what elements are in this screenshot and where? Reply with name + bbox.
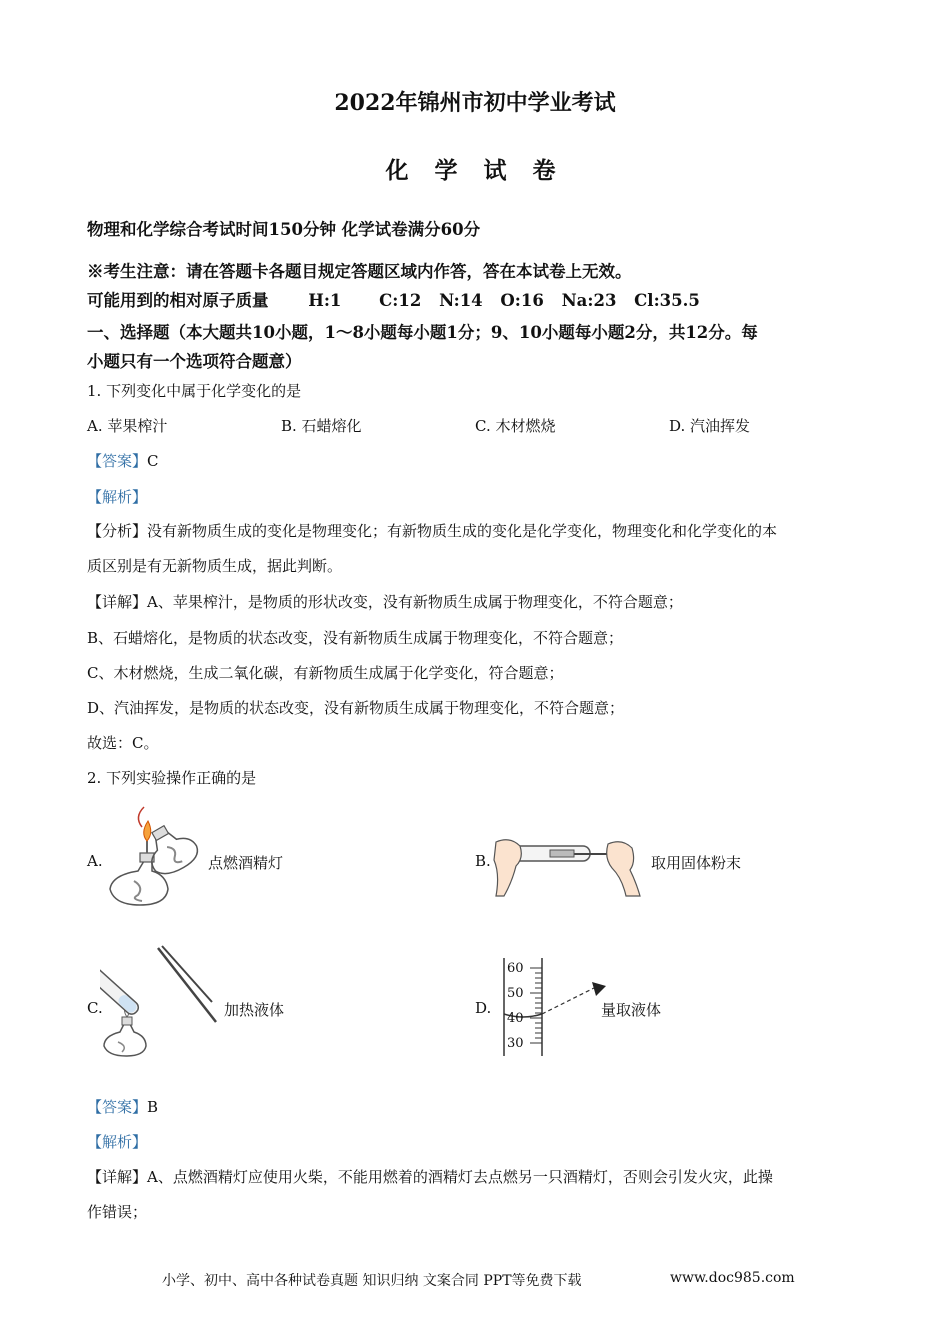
q1-option-b: B. 石蜡熔化 <box>281 417 362 435</box>
section-heading-line2: 小题只有一个选项符合题意） <box>87 352 302 371</box>
footer-url[interactable]: www.doc985.com <box>670 1270 795 1286</box>
atomic-mass-na: Na:23 <box>561 291 617 310</box>
q2-option-a-letter: A. <box>87 852 103 870</box>
q2-detail-a-text1: A、点燃酒精灯应使用火柴，不能用燃着的酒精灯去点燃另一只酒精灯，否则会引发火灾，此操 <box>147 1168 773 1186</box>
footer-text: 小学、初中、高中各种试卷真题 知识归纳 文案合同 PPT等免费下载 <box>162 1273 582 1289</box>
cylinder-tick-60: 60 <box>507 961 524 976</box>
exam-notice: ※考生注意：请在答题卡各题目规定答题区域内作答，答在本试卷上无效。 <box>87 262 632 281</box>
q2-detail-a-line2: 作错误； <box>87 1203 148 1221</box>
q1-answer: C <box>147 452 159 470</box>
q1-conclusion: 故选：C。 <box>87 734 159 752</box>
q2-answer-line <box>87 1096 158 1117</box>
atomic-masses-line <box>87 287 700 311</box>
q2-analysis-tag: 【解析】 <box>87 1133 148 1151</box>
q2-detail-tag: 【详解】 <box>87 1168 148 1186</box>
q2-option-b-letter: B. <box>475 852 491 870</box>
atomic-mass-cl: Cl:35.5 <box>634 291 700 310</box>
q1-analysis-tag: 【解析】 <box>87 488 148 506</box>
q2-answer-tag: 【答案】 <box>87 1098 148 1116</box>
q2-option-a-caption: 点燃酒精灯 <box>208 854 284 872</box>
atomic-mass-o: O:16 <box>500 291 544 310</box>
alcohol-lamp-lighting-figure <box>104 803 204 911</box>
q1-detail-d: D、汽油挥发，是物质的状态改变，没有新物质生成属于物理变化，不符合题意； <box>87 699 625 717</box>
q2-option-d-letter: D. <box>475 999 492 1017</box>
q2-detail-a-line1 <box>87 1166 773 1187</box>
q1-detail-b: B、石蜡熔化，是物质的状态改变，没有新物质生成属于物理变化，不符合题意； <box>87 629 624 647</box>
q2-option-d-caption: 量取液体 <box>601 1001 662 1019</box>
q1-fenxi-line1 <box>87 520 777 541</box>
q1-fenxi-text1: 没有新物质生成的变化是物理变化；有新物质生成的变化是化学变化，物理变化和化学变化的本 <box>147 522 778 540</box>
q1-answer-tag: 【答案】 <box>87 452 148 470</box>
q1-answer-line <box>87 450 159 471</box>
atomic-masses-label: 可能用到的相对原子质量 <box>87 291 269 310</box>
test-tube-powder-figure <box>490 812 646 900</box>
q1-fenxi-line2: 质区别是有无新物质生成，据此判断。 <box>87 557 343 575</box>
q2-option-b-caption: 取用固体粉末 <box>651 854 742 872</box>
q1-detail-a-text: A、苹果榨汁，是物质的形状改变，没有新物质生成属于物理变化，不符合题意； <box>147 593 683 611</box>
cylinder-tick-50: 50 <box>507 986 524 1001</box>
section-heading-line1: 一、选择题（本大题共10小题，1～8小题每小题1分；9、10小题每小题2分，共12分。每 <box>87 323 758 342</box>
q1-option-a: A. 苹果榨汁 <box>87 417 168 435</box>
atomic-mass-h: H:1 <box>308 291 342 310</box>
q1-detail-a <box>87 591 683 612</box>
q1-option-d: D. 汽油挥发 <box>669 417 751 435</box>
atomic-mass-c: C:12 <box>379 291 422 310</box>
q2-answer: B <box>147 1098 159 1116</box>
heating-liquid-figure <box>100 944 220 1058</box>
cylinder-tick-30: 30 <box>507 1036 524 1051</box>
q1-stem: 1. 下列变化中属于化学变化的是 <box>87 382 302 400</box>
q1-fenxi-tag: 【分析】 <box>87 522 148 540</box>
q1-detail-c: C、木材燃烧，生成二氧化碳，有新物质生成属于化学变化，符合题意； <box>87 664 564 682</box>
atomic-mass-n: N:14 <box>439 291 483 310</box>
q2-option-c-caption: 加热液体 <box>224 1001 285 1019</box>
q1-detail-tag: 【详解】 <box>87 593 148 611</box>
exam-time-line: 物理和化学综合考试时间150分钟 化学试卷满分60分 <box>87 220 481 239</box>
exam-title: 2022年锦州市初中学业考试 <box>334 90 616 116</box>
cylinder-tick-40: 40 <box>507 1011 524 1026</box>
q2-stem: 2. 下列实验操作正确的是 <box>87 769 257 787</box>
exam-subtitle: 化 学 试 卷 <box>385 157 565 184</box>
q2-option-c-letter: C. <box>87 999 103 1017</box>
q1-option-c: C. 木材燃烧 <box>475 417 556 435</box>
